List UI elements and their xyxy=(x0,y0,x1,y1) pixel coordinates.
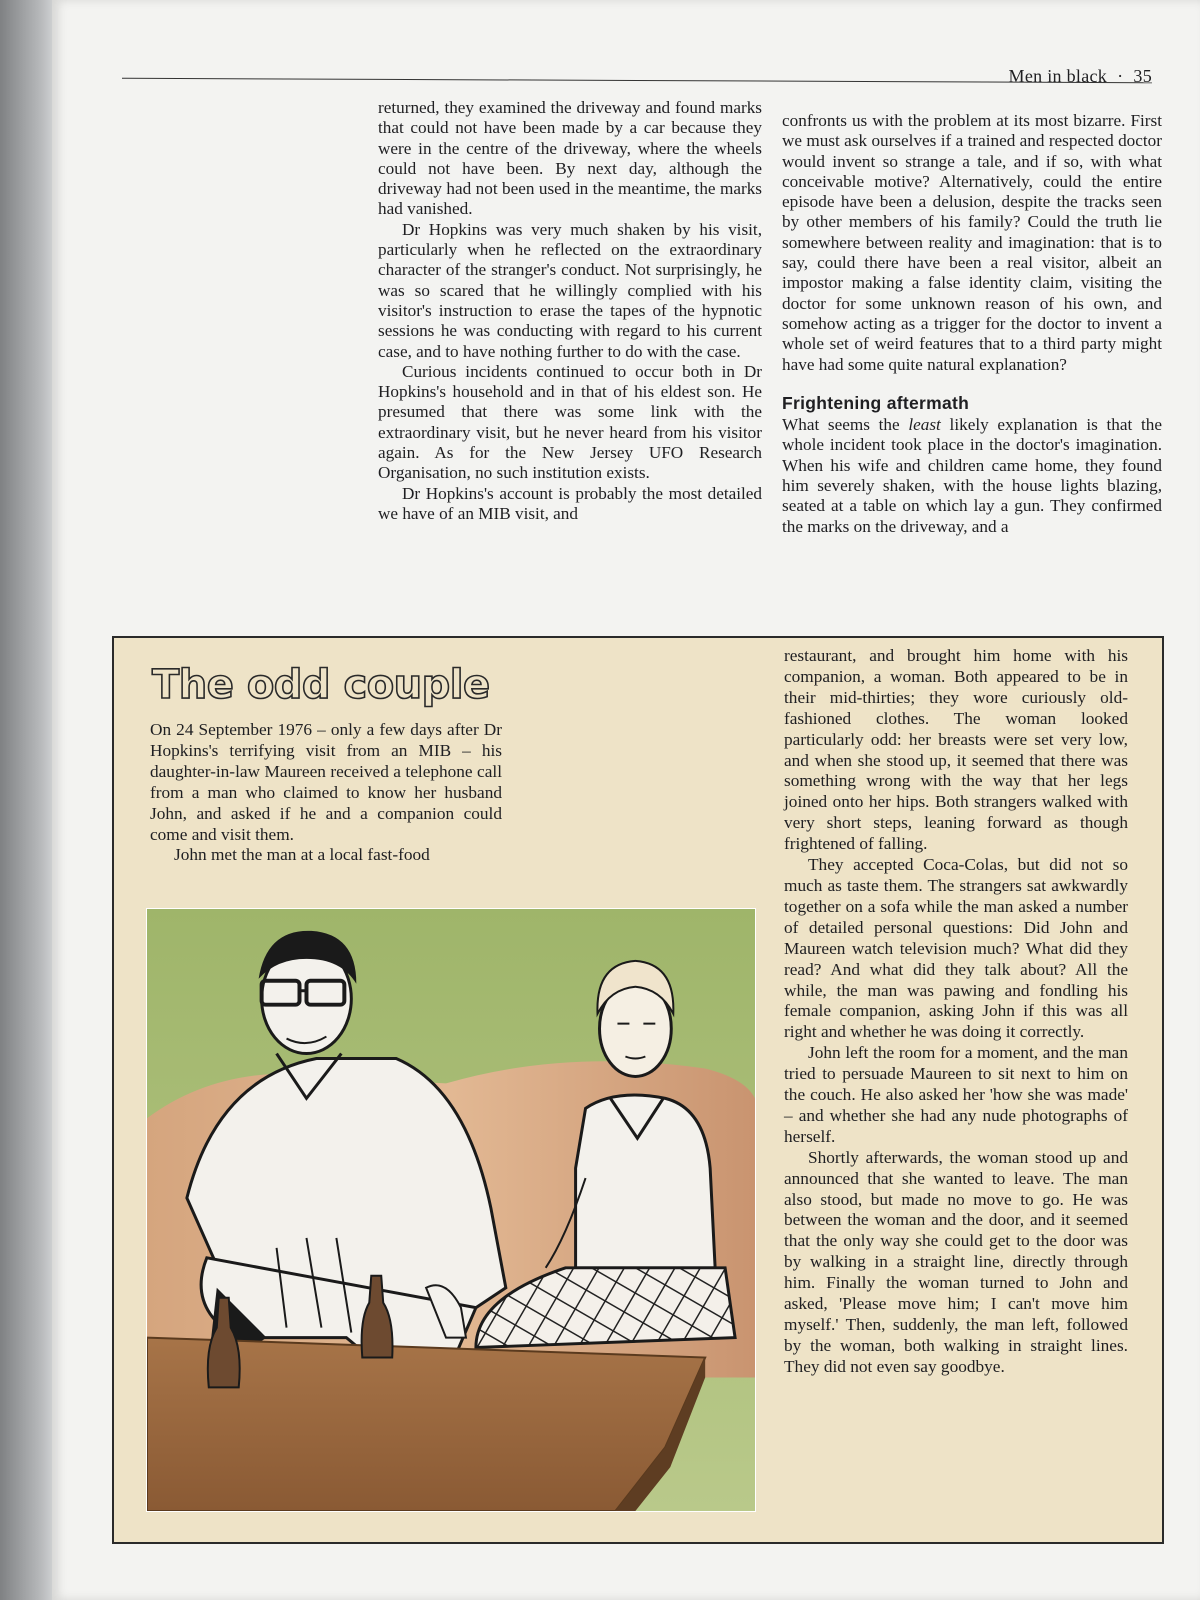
subheading-frightening-aftermath: Frightening aftermath xyxy=(782,392,970,413)
sidebar-title: The odd couple xyxy=(152,662,490,708)
aftermath-text-after: likely explanation is that the whole incident took place in the doctor's imagination. When his wife and children came home, they found him severely shaken, with the house lights blazing, seated at a table on which lay a gun. They confirmed the marks on the driveway, and a xyxy=(782,415,1162,536)
sidebar-paragraph: On 24 September 1976 – only a few days after Dr Hopkins's terrifying visit from an MIB – his daughter-in-law Maureen received a telephone call from a man who claimed to know her husband John, and asked if he and a companion could come and visit them. xyxy=(150,720,502,844)
book-gutter-shadow xyxy=(0,0,58,1600)
article-paragraph: Dr Hopkins was very much shaken by his visit, particularly when he reflected on the extraordinary character of the stranger's conduct. Not surprisingly, he was so scared that he willingly complied with his visitor's instruction to erase the tapes of the hypnotic sessions he was conducting with regard to his current case, and to have nothing further to do with the case. xyxy=(378,219,762,361)
running-head-title: Men in black xyxy=(1008,66,1108,86)
article-paragraph-aftermath xyxy=(782,415,1162,537)
sidebar-paragraph: Shortly afterwards, the woman stood up and announced that she wanted to leave. The man also stood, but made no move to go. He was between the woman and the door, and it seemed that the only way she could get to the door was by walking in a straight line, directly through him. Finally the woman turned to John and asked, 'Please move him; I can't move him myself.' Then, suddenly, the man left, followed by the woman, both walking in straight lines. They did not even say goodbye. xyxy=(784,1147,1128,1376)
sidebar-column-right xyxy=(784,646,1128,1378)
sidebar-paragraph: restaurant, and brought him home with his companion, a woman. Both appeared to be in their mid-thirties; they wore curiously old-fashioned clothes. The woman looked particularly odd: her breasts were set very low, and when she stood up, it seemed that there was something wrong with the way that her legs joined onto her hips. Both strangers walked with very short steps, leaning forward as though frightened of falling. xyxy=(784,646,1128,854)
sidebar-column-left xyxy=(150,720,502,866)
running-head-separator: · xyxy=(1117,66,1124,86)
aftermath-text-before: What seems the xyxy=(782,415,909,435)
illustration-couple-on-sofa xyxy=(146,908,756,1512)
article-column-left xyxy=(378,98,762,524)
sidebar-paragraph: John met the man at a local fast-food xyxy=(174,845,430,865)
article-paragraph: Dr Hopkins's account is probably the most detailed we have of an MIB visit, and xyxy=(378,483,762,523)
article-paragraph: confronts us with the problem at its most bizarre. First we must ask ourselves if a trained and respected doctor would invent so strange a tale, and if so, with what conceivable motive? Alternatively, could the entire episode have been a delusion, despite the tracks seen by other members of his family? Could the truth lie somewhere between reality and imagination: that is to say, could there have been a real visitor, albeit an impostor making a false identity claim, visiting the doctor for some unknown reason of his own, and somehow acting as a trigger for the doctor to invent a whole set of weird features that to a third party might have had some quite natural explanation? xyxy=(782,111,1162,374)
sidebar-paragraph: John left the room for a moment, and the man tried to persuade Maureen to sit next to him on the couch. He also asked her 'how she was made' – and whether she had any nude photographs of herself. xyxy=(784,1043,1128,1146)
sidebar-box-odd-couple xyxy=(112,636,1164,1544)
article-paragraph: Curious incidents continued to occur both in Dr Hopkins's household and in that of his eldest son. He presumed that there was some link with the extraordinary visit, but he never heard from his visitor again. As for the New Jersey UFO Research Organisation, no such institution exists. xyxy=(378,361,762,483)
article-column-right xyxy=(782,111,1162,537)
running-head xyxy=(1009,66,1152,87)
couple-illustration-svg xyxy=(147,909,755,1511)
article-paragraph: returned, they examined the driveway and found marks that could not have been made by a car because they were in the centre of the driveway, where the wheels could not have been. By next day, although the driveway had not been used in the meantime, the marks had vanished. xyxy=(378,98,762,219)
sidebar-paragraph: They accepted Coca-Colas, but did not so much as taste them. The strangers sat awkwardly together on a sofa while the man asked a number of detailed personal questions: Did John and Maureen watch television much? What did they read? And what did they talk about? All the while, the man was pawing and fondling his female companion, asking John if this was all right and whether he was doing it correctly. xyxy=(784,855,1128,1042)
aftermath-emphasis: least xyxy=(908,415,941,435)
page-number: 35 xyxy=(1133,66,1152,86)
